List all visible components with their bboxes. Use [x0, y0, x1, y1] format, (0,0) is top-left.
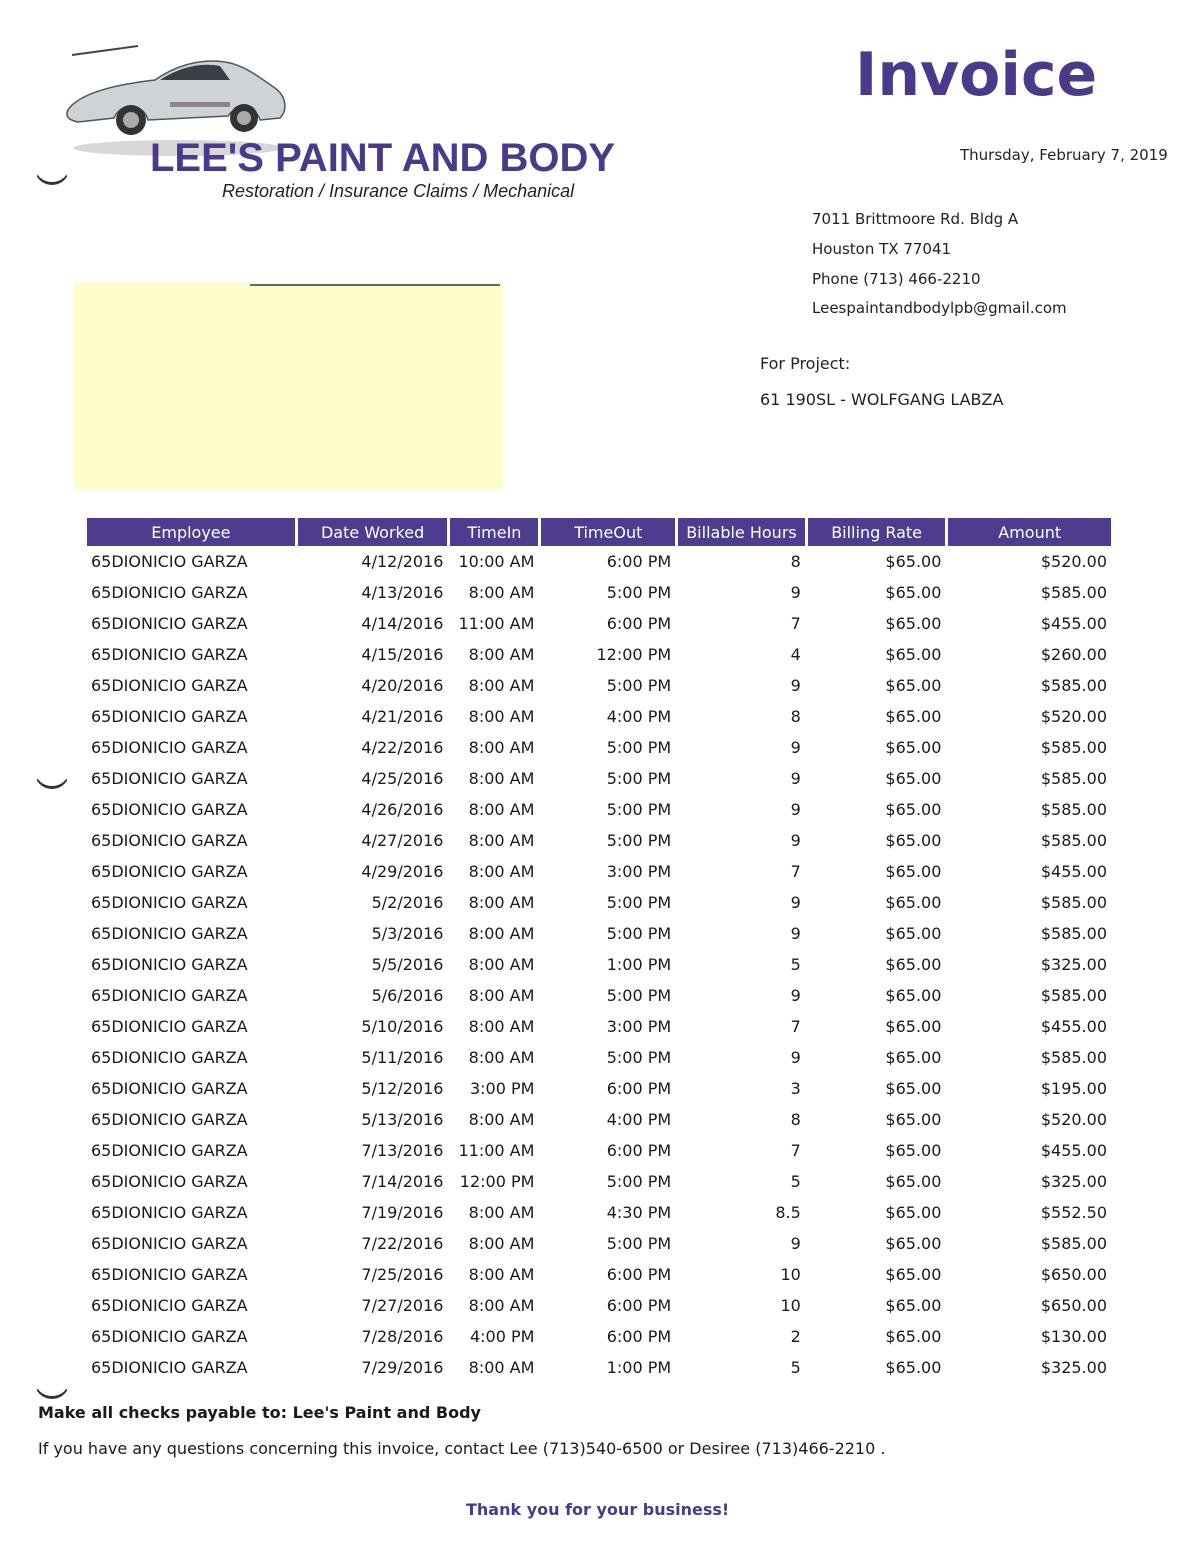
table-row: [87, 608, 1111, 639]
cell-time-in: 12:00 PM: [459, 1172, 535, 1191]
cell-billable-hours: 9: [790, 924, 801, 943]
cell-amount: $325.00: [1040, 955, 1107, 974]
cell-amount: $585.00: [1040, 1234, 1107, 1253]
cell-time-in: 8:00 AM: [468, 800, 535, 819]
cell-time-out: 12:00 PM: [596, 645, 672, 664]
cell-time-out: 4:00 PM: [606, 707, 672, 726]
cell-time-out: 3:00 PM: [606, 1017, 672, 1036]
cell-billing-rate: $65.00: [885, 676, 942, 695]
cell-amount: $552.50: [1040, 1203, 1107, 1222]
cell-billable-hours: 4: [790, 645, 801, 664]
cell-billable-hours: 8: [790, 1110, 801, 1129]
cell-billable-hours: 9: [790, 800, 801, 819]
cell-amount: $520.00: [1040, 552, 1107, 571]
cell-time-in: 10:00 AM: [458, 552, 535, 571]
cell-date-worked: 7/25/2016: [361, 1265, 444, 1284]
project-name: 61 190SL - WOLFGANG LABZA: [760, 390, 1004, 409]
table-row: [87, 639, 1111, 670]
table-row: [87, 825, 1111, 856]
cell-employee: 65DIONICIO GARZA: [91, 1048, 248, 1067]
cell-amount: $585.00: [1040, 893, 1107, 912]
cell-billing-rate: $65.00: [885, 1265, 942, 1284]
cell-time-in: 4:00 PM: [469, 1327, 535, 1346]
cell-billing-rate: $65.00: [885, 1203, 942, 1222]
cell-time-out: 5:00 PM: [606, 1234, 672, 1253]
cell-billing-rate: $65.00: [885, 1172, 942, 1191]
table-row: [87, 1259, 1111, 1290]
cell-time-in: 8:00 AM: [468, 738, 535, 757]
address-line-1: 7011 Brittmoore Rd. Bldg A: [812, 210, 1019, 228]
table-row: [87, 763, 1111, 794]
cell-billable-hours: 10: [780, 1265, 801, 1284]
header-date-worked: Date Worked: [298, 518, 448, 546]
table-row: [87, 1135, 1111, 1166]
punch-hole: [34, 752, 70, 789]
cell-billing-rate: $65.00: [885, 552, 942, 571]
cell-billable-hours: 9: [790, 1048, 801, 1067]
cell-date-worked: 5/6/2016: [371, 986, 444, 1005]
cell-amount: $650.00: [1040, 1296, 1107, 1315]
cell-time-in: 8:00 AM: [468, 1234, 535, 1253]
table-row: [87, 1166, 1111, 1197]
cell-billing-rate: $65.00: [885, 862, 942, 881]
cell-amount: $130.00: [1040, 1327, 1107, 1346]
cell-date-worked: 5/11/2016: [361, 1048, 444, 1067]
cell-employee: 65DIONICIO GARZA: [91, 769, 248, 788]
cell-time-out: 1:00 PM: [606, 1358, 672, 1377]
checks-payable-note: Make all checks payable to: Lee's Paint and Body: [38, 1403, 481, 1422]
cell-billing-rate: $65.00: [885, 614, 942, 633]
cell-employee: 65DIONICIO GARZA: [91, 1017, 248, 1036]
cell-employee: 65DIONICIO GARZA: [91, 831, 248, 850]
table-row: [87, 732, 1111, 763]
header-employee: Employee: [87, 518, 295, 546]
cell-billing-rate: $65.00: [885, 583, 942, 602]
cell-time-out: 6:00 PM: [606, 1079, 672, 1098]
table-row: [87, 856, 1111, 887]
cell-time-in: 8:00 AM: [468, 1110, 535, 1129]
project-label: For Project:: [760, 354, 851, 373]
table-row: [87, 1011, 1111, 1042]
table-row: [87, 887, 1111, 918]
cell-billing-rate: $65.00: [885, 924, 942, 943]
cell-time-out: 6:00 PM: [606, 1265, 672, 1284]
company-name: LEE'S PAINT AND BODY: [150, 136, 616, 180]
cell-billable-hours: 7: [790, 862, 801, 881]
header-time-in: TimeIn: [450, 518, 538, 546]
table-row: [87, 670, 1111, 701]
cell-time-in: 8:00 AM: [468, 862, 535, 881]
cell-time-out: 6:00 PM: [606, 1296, 672, 1315]
cell-amount: $650.00: [1040, 1265, 1107, 1284]
cell-time-in: 8:00 AM: [468, 1017, 535, 1036]
cell-amount: $585.00: [1040, 676, 1107, 695]
cell-billable-hours: 9: [790, 738, 801, 757]
invoice-date: Thursday, February 7, 2019: [960, 146, 1168, 164]
address-line-2: Houston TX 77041: [812, 240, 952, 258]
cell-amount: $325.00: [1040, 1172, 1107, 1191]
cell-time-out: 6:00 PM: [606, 552, 672, 571]
invoice-title: Invoice: [855, 40, 1098, 110]
cell-time-out: 6:00 PM: [606, 1141, 672, 1160]
cell-billing-rate: $65.00: [885, 738, 942, 757]
table-row: [87, 1042, 1111, 1073]
cell-amount: $585.00: [1040, 800, 1107, 819]
cell-billable-hours: 5: [790, 1358, 801, 1377]
cell-time-out: 5:00 PM: [606, 583, 672, 602]
cell-date-worked: 5/2/2016: [371, 893, 444, 912]
cell-time-out: 5:00 PM: [606, 986, 672, 1005]
questions-note: If you have any questions concerning this invoice, contact Lee (713)540-6500 or Desiree (713)466-2210 .: [38, 1439, 886, 1458]
cell-billable-hours: 2: [790, 1327, 801, 1346]
cell-date-worked: 5/3/2016: [371, 924, 444, 943]
cell-billing-rate: $65.00: [885, 893, 942, 912]
table-row: [87, 1197, 1111, 1228]
cell-date-worked: 7/27/2016: [361, 1296, 444, 1315]
cell-time-in: 8:00 AM: [468, 707, 535, 726]
cell-time-in: 3:00 PM: [469, 1079, 535, 1098]
cell-billing-rate: $65.00: [885, 1358, 942, 1377]
cell-employee: 65DIONICIO GARZA: [91, 1265, 248, 1284]
header-time-out: TimeOut: [541, 518, 675, 546]
cell-date-worked: 7/13/2016: [361, 1141, 444, 1160]
cell-date-worked: 4/25/2016: [361, 769, 444, 788]
cell-time-out: 5:00 PM: [606, 893, 672, 912]
cell-billable-hours: 5: [790, 1172, 801, 1191]
table-header-row: [87, 518, 1111, 546]
company-phone: Phone (713) 466-2210: [812, 270, 981, 288]
cell-date-worked: 4/22/2016: [361, 738, 444, 757]
cell-amount: $585.00: [1040, 769, 1107, 788]
cell-employee: 65DIONICIO GARZA: [91, 583, 248, 602]
cell-time-in: 8:00 AM: [468, 831, 535, 850]
cell-time-out: 4:00 PM: [606, 1110, 672, 1129]
cell-billing-rate: $65.00: [885, 986, 942, 1005]
table-row: [87, 1352, 1111, 1383]
cell-time-in: 8:00 AM: [468, 769, 535, 788]
cell-billing-rate: $65.00: [885, 1327, 942, 1346]
header-billable-hours: Billable Hours: [678, 518, 805, 546]
company-tagline: Restoration / Insurance Claims / Mechanical: [222, 181, 575, 201]
table-row: [87, 980, 1111, 1011]
cell-date-worked: 4/14/2016: [361, 614, 444, 633]
cell-time-out: 5:00 PM: [606, 800, 672, 819]
cell-billable-hours: 9: [790, 1234, 801, 1253]
cell-billing-rate: $65.00: [885, 1296, 942, 1315]
table-row: [87, 577, 1111, 608]
cell-billing-rate: $65.00: [885, 1017, 942, 1036]
cell-billing-rate: $65.00: [885, 1234, 942, 1253]
cell-date-worked: 4/13/2016: [361, 583, 444, 602]
cell-billable-hours: 10: [780, 1296, 801, 1315]
cell-amount: $325.00: [1040, 1358, 1107, 1377]
cell-time-in: 8:00 AM: [468, 1203, 535, 1222]
cell-time-out: 5:00 PM: [606, 1172, 672, 1191]
cell-amount: $520.00: [1040, 707, 1107, 726]
cell-employee: 65DIONICIO GARZA: [91, 924, 248, 943]
cell-time-out: 6:00 PM: [606, 1327, 672, 1346]
cell-billing-rate: $65.00: [885, 1141, 942, 1160]
cell-billable-hours: 8: [790, 707, 801, 726]
cell-time-in: 8:00 AM: [468, 1296, 535, 1315]
cell-employee: 65DIONICIO GARZA: [91, 552, 248, 571]
cell-time-in: 8:00 AM: [468, 676, 535, 695]
cell-time-out: 5:00 PM: [606, 738, 672, 757]
cell-time-out: 6:00 PM: [606, 614, 672, 633]
cell-date-worked: 4/29/2016: [361, 862, 444, 881]
cell-billable-hours: 9: [790, 893, 801, 912]
cell-time-in: 8:00 AM: [468, 1265, 535, 1284]
cell-billing-rate: $65.00: [885, 831, 942, 850]
cell-amount: $455.00: [1040, 1141, 1107, 1160]
table-row: [87, 1290, 1111, 1321]
cell-amount: $585.00: [1040, 986, 1107, 1005]
cell-billing-rate: $65.00: [885, 707, 942, 726]
cell-employee: 65DIONICIO GARZA: [91, 986, 248, 1005]
cell-billing-rate: $65.00: [885, 769, 942, 788]
cell-amount: $585.00: [1040, 1048, 1107, 1067]
cell-date-worked: 4/27/2016: [361, 831, 444, 850]
cell-amount: $195.00: [1040, 1079, 1107, 1098]
cell-employee: 65DIONICIO GARZA: [91, 1234, 248, 1253]
cell-billable-hours: 9: [790, 769, 801, 788]
redacted-address-box: [73, 283, 503, 489]
cell-billing-rate: $65.00: [885, 1110, 942, 1129]
cell-time-out: 5:00 PM: [606, 676, 672, 695]
thank-you-note: Thank you for your business!: [466, 1500, 730, 1519]
cell-date-worked: 4/15/2016: [361, 645, 444, 664]
cell-amount: $260.00: [1040, 645, 1107, 664]
cell-amount: $585.00: [1040, 831, 1107, 850]
cell-billable-hours: 9: [790, 583, 801, 602]
cell-date-worked: 5/13/2016: [361, 1110, 444, 1129]
table-row: [87, 1073, 1111, 1104]
cell-billable-hours: 8.5: [775, 1203, 801, 1222]
cell-time-in: 11:00 AM: [458, 1141, 535, 1160]
cell-date-worked: 4/12/2016: [361, 552, 444, 571]
cell-time-out: 5:00 PM: [606, 769, 672, 788]
cell-amount: $585.00: [1040, 583, 1107, 602]
company-email: Leespaintandbodylpb@gmail.com: [812, 299, 1067, 317]
cell-billing-rate: $65.00: [885, 1048, 942, 1067]
table-row: [87, 546, 1111, 577]
cell-employee: 65DIONICIO GARZA: [91, 645, 248, 664]
cell-date-worked: 4/26/2016: [361, 800, 444, 819]
cell-billable-hours: 9: [790, 676, 801, 695]
invoice-items-table: [84, 518, 1114, 1383]
cell-date-worked: 5/10/2016: [361, 1017, 444, 1036]
cell-time-in: 8:00 AM: [468, 1048, 535, 1067]
cell-amount: $585.00: [1040, 924, 1107, 943]
cell-billable-hours: 9: [790, 831, 801, 850]
header-billing-rate: Billing Rate: [808, 518, 946, 546]
table-row: [87, 794, 1111, 825]
cell-employee: 65DIONICIO GARZA: [91, 1141, 248, 1160]
cell-time-out: 4:30 PM: [606, 1203, 672, 1222]
cell-billable-hours: 8: [790, 552, 801, 571]
cell-billing-rate: $65.00: [885, 955, 942, 974]
cell-date-worked: 7/14/2016: [361, 1172, 444, 1191]
table-row: [87, 1104, 1111, 1135]
cell-employee: 65DIONICIO GARZA: [91, 707, 248, 726]
cell-billing-rate: $65.00: [885, 1079, 942, 1098]
cell-employee: 65DIONICIO GARZA: [91, 1327, 248, 1346]
cell-date-worked: 5/5/2016: [371, 955, 444, 974]
cell-date-worked: 7/22/2016: [361, 1234, 444, 1253]
table-row: [87, 949, 1111, 980]
cell-date-worked: 7/19/2016: [361, 1203, 444, 1222]
cell-time-out: 1:00 PM: [606, 955, 672, 974]
cell-time-out: 5:00 PM: [606, 831, 672, 850]
cell-date-worked: 4/21/2016: [361, 707, 444, 726]
cell-time-in: 8:00 AM: [468, 1358, 535, 1377]
cell-employee: 65DIONICIO GARZA: [91, 1110, 248, 1129]
cell-time-in: 8:00 AM: [468, 645, 535, 664]
cell-time-in: 8:00 AM: [468, 955, 535, 974]
cell-time-in: 8:00 AM: [468, 924, 535, 943]
cell-employee: 65DIONICIO GARZA: [91, 614, 248, 633]
cell-employee: 65DIONICIO GARZA: [91, 1296, 248, 1315]
table-row: [87, 918, 1111, 949]
cell-employee: 65DIONICIO GARZA: [91, 738, 248, 757]
cell-date-worked: 4/20/2016: [361, 676, 444, 695]
divider: [250, 284, 500, 286]
cell-time-out: 5:00 PM: [606, 924, 672, 943]
punch-hole: [34, 1362, 70, 1399]
cell-date-worked: 7/28/2016: [361, 1327, 444, 1346]
cell-employee: 65DIONICIO GARZA: [91, 1079, 248, 1098]
cell-employee: 65DIONICIO GARZA: [91, 955, 248, 974]
cell-billable-hours: 9: [790, 986, 801, 1005]
cell-time-out: 5:00 PM: [606, 1048, 672, 1067]
cell-amount: $455.00: [1040, 1017, 1107, 1036]
cell-employee: 65DIONICIO GARZA: [91, 1203, 248, 1222]
cell-billable-hours: 7: [790, 614, 801, 633]
cell-employee: 65DIONICIO GARZA: [91, 862, 248, 881]
table-row: [87, 1321, 1111, 1352]
cell-amount: $455.00: [1040, 862, 1107, 881]
cell-billing-rate: $65.00: [885, 645, 942, 664]
cell-amount: $585.00: [1040, 738, 1107, 757]
cell-billable-hours: 5: [790, 955, 801, 974]
cell-date-worked: 5/12/2016: [361, 1079, 444, 1098]
table-row: [87, 1228, 1111, 1259]
cell-billable-hours: 7: [790, 1141, 801, 1160]
cell-time-in: 8:00 AM: [468, 986, 535, 1005]
cell-date-worked: 7/29/2016: [361, 1358, 444, 1377]
cell-time-out: 3:00 PM: [606, 862, 672, 881]
header-amount: Amount: [948, 518, 1111, 546]
cell-time-in: 8:00 AM: [468, 583, 535, 602]
cell-amount: $455.00: [1040, 614, 1107, 633]
cell-employee: 65DIONICIO GARZA: [91, 893, 248, 912]
cell-billable-hours: 7: [790, 1017, 801, 1036]
table-row: [87, 701, 1111, 732]
cell-time-in: 8:00 AM: [468, 893, 535, 912]
cell-amount: $520.00: [1040, 1110, 1107, 1129]
cell-billing-rate: $65.00: [885, 800, 942, 819]
cell-employee: 65DIONICIO GARZA: [91, 1358, 248, 1377]
cell-employee: 65DIONICIO GARZA: [91, 676, 248, 695]
cell-billable-hours: 3: [790, 1079, 801, 1098]
cell-employee: 65DIONICIO GARZA: [91, 1172, 248, 1191]
cell-time-in: 11:00 AM: [458, 614, 535, 633]
cell-employee: 65DIONICIO GARZA: [91, 800, 248, 819]
